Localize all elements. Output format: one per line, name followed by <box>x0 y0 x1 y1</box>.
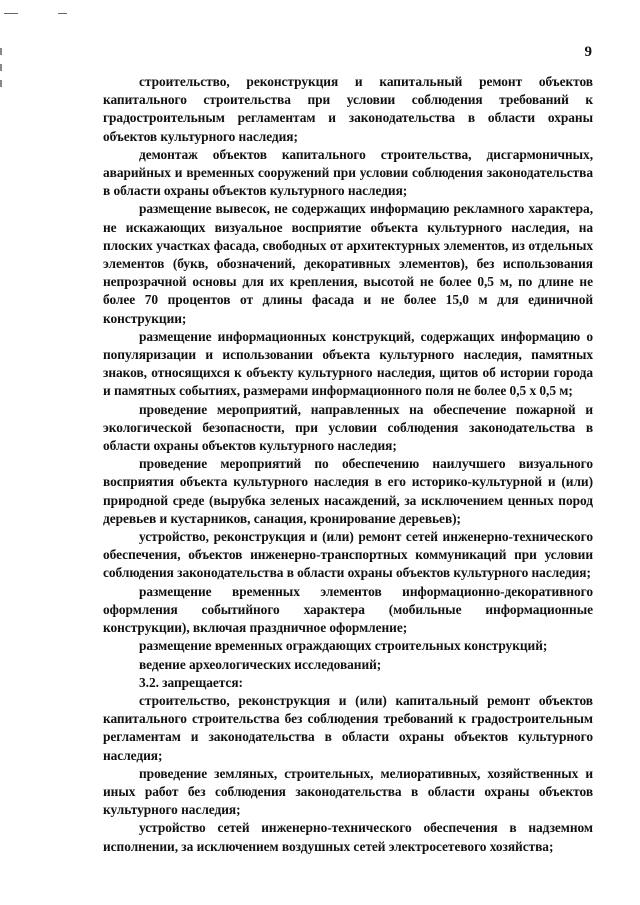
paragraph: проведение мероприятий по обеспечению наилучшего визуального восприятия объекта культурного наследия в его историко-культурной и (или) природной среде (вырубка зеленых насаждений, за исключением ценных пород деревьев и кустарников, санация, кронирование деревьев); <box>103 456 593 526</box>
scan-artifact <box>4 13 18 14</box>
paragraph: строительство, реконструкция и капитальный ремонт объектов капитального строительства при условии соблюдения требований к градостроительным регламентам и законодательства в области охраны объектов культурного наследия; <box>103 74 593 144</box>
scan-artifact <box>58 13 67 14</box>
paragraph: проведение мероприятий, направленных на обеспечение пожарной и экологической безопасности, при условии соблюдения законодательства в области охраны объектов культурного наследия; <box>103 401 593 454</box>
paragraph: размещение временных элементов информационно-декоративного оформления событийного характера (мобильные информационные конструкции), включая праздничное оформление; <box>103 583 593 636</box>
paragraph: ведение археологических исследований; <box>139 656 382 672</box>
paragraph: строительство, реконструкция и (или) капитальный ремонт объектов капитального строительства без соблюдения требований к градостроительным регламентам и законодательства в области охраны объектов культурного наследия; <box>103 692 593 763</box>
paragraph: проведение земляных, строительных, мелиоративных, хозяйственных и иных работ без соблюдения законодательства в области охраны объектов культурного наследия; <box>103 765 593 818</box>
paragraph: демонтаж объектов капитального строительства, дисгармоничных, аварийных и временных сооружений при условии соблюдения законодательства в области охраны объектов культурного наследия; <box>103 146 593 199</box>
paragraph: устройство сетей инженерно-технического обеспечения в надземном исполнении, за исключением воздушных сетей электросетевого хозяйства; <box>103 820 593 854</box>
paragraph: устройство, реконструкция и (или) ремонт сетей инженерно-технического обеспечения, объектов инженерно-транспортных коммуникаций при условии соблюдения законодательства в области охраны объектов культурного наследия; <box>103 529 593 581</box>
paragraph: размещение временных ограждающих строительных конструкций; <box>139 638 548 654</box>
edge-mark <box>0 48 2 55</box>
paragraph: размещение вывесок, не содержащих информацию рекламного характера, не искажающих визуальное восприятие объекта культурного наследия, на плоских участках фасада, свободных от архитектурных элементов, из отдельных элементов (букв, обозначений, декоративных элементов), без использования непрозрачной основы для их крепления, высотой не более 0,5 м, по длине не более 70 процентов от длины фасада и не более 15,0 м для единичной конструкции; <box>103 201 593 326</box>
document-body <box>103 73 593 856</box>
page-number: 9 <box>584 44 592 60</box>
edge-mark <box>0 80 2 87</box>
paragraph: размещение информационных конструкций, содержащих информацию о популяризации и использовании объекта культурного наследия, памятных знаков, относящихся к объекту культурного наследия, щитов об истории города и памятных событиях, размерами информационного поля не более 0,5 х 0,5 м; <box>103 328 593 399</box>
edge-mark <box>0 64 2 71</box>
section-heading: 3.2. запрещается: <box>139 674 243 690</box>
